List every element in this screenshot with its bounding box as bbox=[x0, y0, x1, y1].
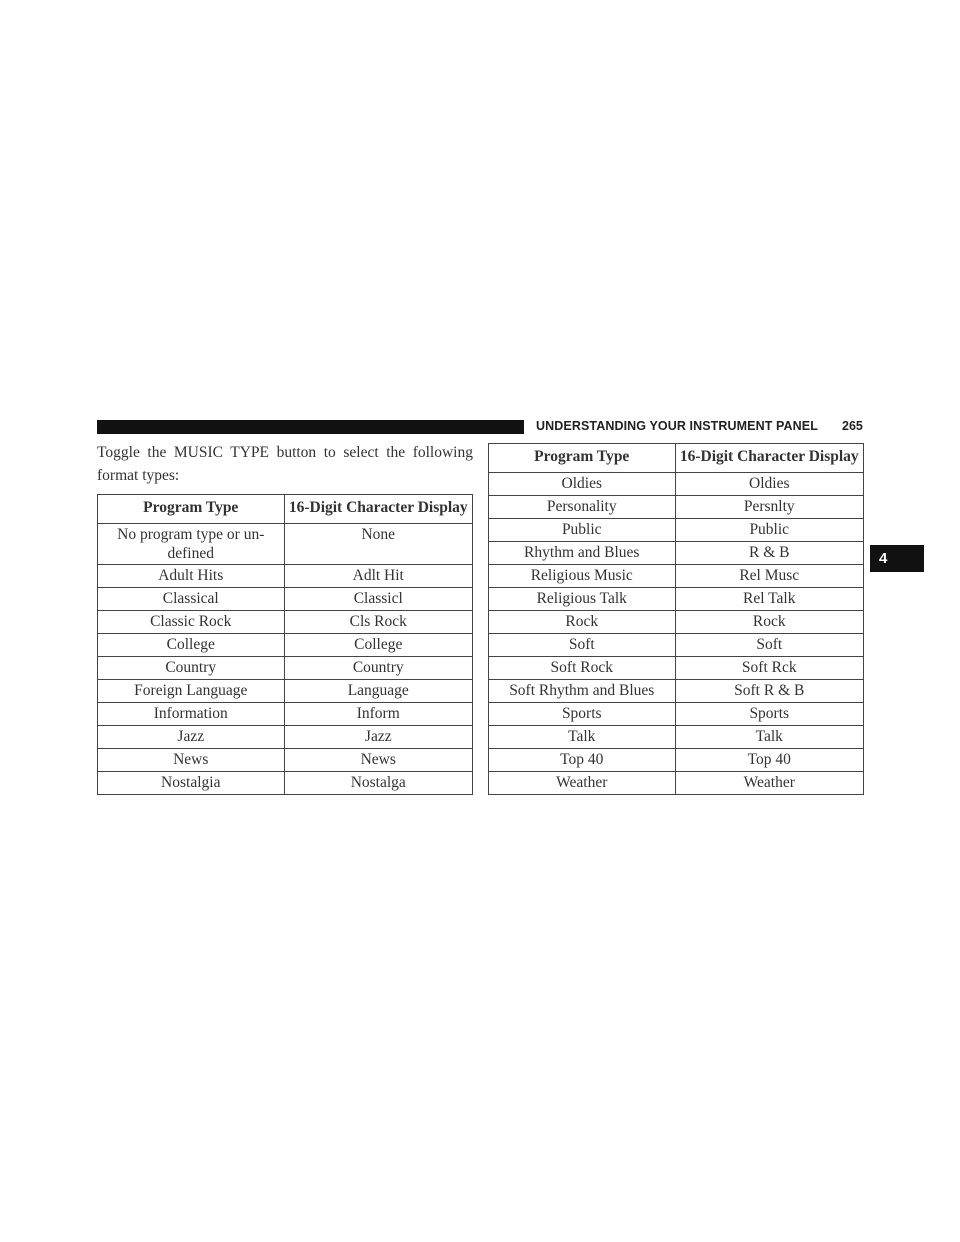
program-type-cell: Nostalgia bbox=[98, 772, 285, 795]
table-row bbox=[489, 726, 864, 749]
table-row bbox=[98, 524, 473, 565]
table-header-row bbox=[489, 444, 864, 473]
table-row bbox=[489, 703, 864, 726]
program-type-cell: Personality bbox=[489, 496, 676, 519]
display-cell: Adlt Hit bbox=[284, 565, 472, 588]
table-row bbox=[489, 611, 864, 634]
display-cell: Nostalga bbox=[284, 772, 472, 795]
display-cell: Classicl bbox=[284, 588, 472, 611]
program-type-cell: Foreign Language bbox=[98, 680, 285, 703]
program-type-cell: Classical bbox=[98, 588, 285, 611]
display-cell: Oldies bbox=[675, 473, 864, 496]
program-type-cell: Soft Rock bbox=[489, 657, 676, 680]
display-cell: Public bbox=[675, 519, 864, 542]
display-cell: Talk bbox=[675, 726, 864, 749]
display-cell: Country bbox=[284, 657, 472, 680]
display-cell: Inform bbox=[284, 703, 472, 726]
table-row bbox=[98, 680, 473, 703]
table-row bbox=[489, 588, 864, 611]
program-type-cell: Public bbox=[489, 519, 676, 542]
program-type-cell: Rock bbox=[489, 611, 676, 634]
table-row bbox=[98, 749, 473, 772]
program-type-cell: Soft bbox=[489, 634, 676, 657]
program-type-cell: Rhythm and Blues bbox=[489, 542, 676, 565]
table-row bbox=[489, 565, 864, 588]
display-cell: Jazz bbox=[284, 726, 472, 749]
table-row bbox=[489, 519, 864, 542]
program-type-cell: Weather bbox=[489, 772, 676, 795]
display-cell: Sports bbox=[675, 703, 864, 726]
table-row bbox=[98, 657, 473, 680]
display-cell: R & B bbox=[675, 542, 864, 565]
display-cell: Weather bbox=[675, 772, 864, 795]
program-type-cell: College bbox=[98, 634, 285, 657]
table-row bbox=[98, 772, 473, 795]
display-cell: Rel Talk bbox=[675, 588, 864, 611]
display-cell: Persnlty bbox=[675, 496, 864, 519]
table-row bbox=[98, 726, 473, 749]
chapter-tab: 4 bbox=[870, 545, 924, 572]
display-cell: College bbox=[284, 634, 472, 657]
table-header-row bbox=[98, 495, 473, 524]
table-row bbox=[98, 611, 473, 634]
intro-paragraph: Toggle the MUSIC TYPE button to select the following format types: bbox=[97, 444, 473, 484]
display-cell: Cls Rock bbox=[284, 611, 472, 634]
program-type-cell: Information bbox=[98, 703, 285, 726]
program-type-table-left bbox=[97, 494, 473, 795]
program-type-cell: Jazz bbox=[98, 726, 285, 749]
display-cell: News bbox=[284, 749, 472, 772]
program-type-cell: Talk bbox=[489, 726, 676, 749]
page-number: 265 bbox=[842, 419, 863, 433]
program-type-cell: No program type or un-defined bbox=[98, 524, 285, 565]
header-rule bbox=[97, 420, 524, 434]
display-cell: Soft bbox=[675, 634, 864, 657]
display-cell: Rock bbox=[675, 611, 864, 634]
column-header-display: 16-Digit Character Display bbox=[675, 444, 864, 473]
display-cell: Top 40 bbox=[675, 749, 864, 772]
table-row bbox=[98, 565, 473, 588]
program-type-cell: Adult Hits bbox=[98, 565, 285, 588]
column-header-program-type: Program Type bbox=[489, 444, 676, 473]
section-title: UNDERSTANDING YOUR INSTRUMENT PANEL bbox=[536, 419, 818, 433]
display-cell: Soft R & B bbox=[675, 680, 864, 703]
display-cell: Rel Musc bbox=[675, 565, 864, 588]
program-type-cell: News bbox=[98, 749, 285, 772]
table-row bbox=[489, 473, 864, 496]
column-header-program-type: Program Type bbox=[98, 495, 285, 524]
table-row bbox=[489, 749, 864, 772]
table-row bbox=[489, 496, 864, 519]
table-row bbox=[489, 542, 864, 565]
table-row bbox=[489, 634, 864, 657]
table-row bbox=[98, 634, 473, 657]
display-cell: Soft Rck bbox=[675, 657, 864, 680]
program-type-cell: Top 40 bbox=[489, 749, 676, 772]
program-type-cell: Oldies bbox=[489, 473, 676, 496]
program-type-cell: Religious Music bbox=[489, 565, 676, 588]
program-type-cell: Soft Rhythm and Blues bbox=[489, 680, 676, 703]
table-row bbox=[98, 703, 473, 726]
table-row bbox=[489, 680, 864, 703]
display-cell: Language bbox=[284, 680, 472, 703]
display-cell: None bbox=[284, 524, 472, 565]
table-row bbox=[489, 657, 864, 680]
table-row bbox=[98, 588, 473, 611]
program-type-cell: Classic Rock bbox=[98, 611, 285, 634]
program-type-cell: Religious Talk bbox=[489, 588, 676, 611]
table-row bbox=[489, 772, 864, 795]
program-type-table-right bbox=[488, 443, 864, 795]
program-type-cell: Country bbox=[98, 657, 285, 680]
program-type-cell: Sports bbox=[489, 703, 676, 726]
column-header-display: 16-Digit Character Display bbox=[284, 495, 472, 524]
